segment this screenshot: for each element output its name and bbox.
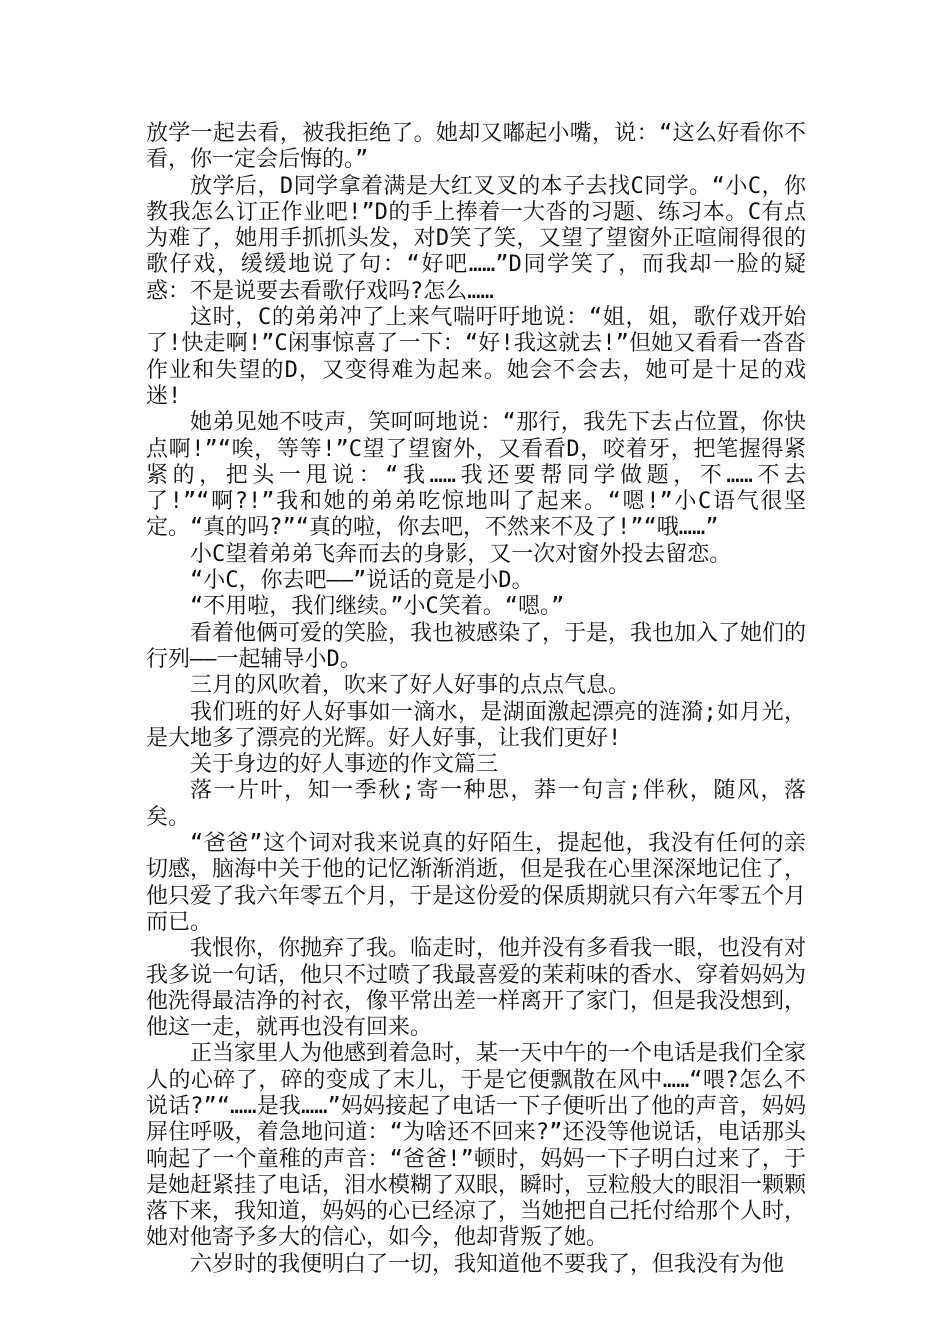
paragraph-1: 放学一起去看，被我拒绝了。她却又嘟起小嘴，说：“这么好看你不看，你一定会后悔的。” [146, 121, 806, 173]
paragraph-9: 三月的风吹着，吹来了好人好事的点点气息。 [190, 673, 631, 699]
paragraph-14: 我恨你，你抛弃了我。临走时，他并没有多看我一眼，也没有对我多说一句话，他只不过喷了我最喜爱的茉莉味的香水、穿着妈妈为他洗得最洁净的衬衣，像平常出差一样离开了家门，但是我没想到，他这一走，就再也没有回来。 [146, 936, 807, 1041]
section-heading: 关于身边的好人事迹的作文篇三 [190, 752, 499, 778]
paragraph-6: “小C，你去吧——”说话的竟是小D。 [190, 568, 534, 594]
paragraph-5: 小C望着弟弟飞奔而去的身影，又一次对窗外投去留恋。 [190, 541, 732, 567]
paragraph-15: 正当家里人为他感到着急时，某一天中午的一个电话是我们全家人的心碎了，碎的变成了末儿，于是它便飘散在风中……“喂?怎么不说话?”“……是我……”妈妈接起了电话一下子便听出了他的声音，妈妈屏住呼吸，着急地问道：“为啥还不回来?”还没等他说话，电话那头响起了一个童稚的声音：“爸爸!”顿时，妈妈一下子明白过来了，于是她赶紧挂了电话，泪水模糊了双眼，瞬时，豆粒般大的眼泪一颗颗落下来，我知道，妈妈的心已经凉了，当她把自己托付给那个人时，她对他寄予多大的信心，如今，他却背叛了她。 [146, 1041, 807, 1251]
paragraph-8: 看着他俩可爱的笑脸，我也被感染了，于是，我也加入了她们的行列——一起辅导小D。 [146, 620, 807, 672]
paragraph-13: “爸爸”这个词对我来说真的好陌生，提起他，我没有任何的亲切感，脑海中关于他的记忆渐渐消逝，但是我在心里深深地记住了，他只爱了我六年零五个月，于是这份爱的保质期就只有六年零五个月而已。 [146, 831, 807, 935]
document-body [146, 121, 806, 1278]
paragraph-16: 六岁时的我便明白了一切，我知道他不要我了，但我没有为他 [190, 1251, 785, 1277]
paragraph-12: 落一片叶，知一季秋;寄一种思，莽一句言;伴秋，随风，落矣。 [146, 778, 806, 830]
paragraph-4: 她弟见她不吱声，笑呵呵地说：“那行，我先下去占位置，你快点啊!”“唉，等等!”C望了望窗外，又看看D，咬着牙，把笔握得紧紧的，把头一甩说：“我……我还要帮同学做题，不……不去了!”“啊?!”我和她的弟弟吃惊地叫了起来。“嗯!”小C语气很坚定。“真的吗?”“真的啦，你去吧，不然来不及了!”“哦……” [146, 410, 806, 541]
paragraph-10: 我们班的好人好事如一滴水，是湖面激起漂亮的涟漪;如月光，是大地多了漂亮的光辉。好人好事，让我们更好! [146, 699, 806, 751]
paragraph-2: 放学后，D同学拿着满是大红叉叉的本子去找C同学。“小C，你教我怎么订正作业吧!”D的手上捧着一大沓的习题、练习本。C有点为难了，她用手抓抓头发，对D笑了笑，又望了望窗外正喧闹得很的歌仔戏，缓缓地说了句：“好吧……”D同学笑了，而我却一脸的疑惑：不是说要去看歌仔戏吗?怎么…… [146, 173, 806, 304]
paragraph-3: 这时，C的弟弟冲了上来气喘吁吁地说：“姐，姐，歌仔戏开始了!快走啊!”C闲事惊喜了一下：“好!我这就去!”但她又看看一沓沓作业和失望的D，又变得难为起来。她会不会去，她可是十足的戏迷! [146, 305, 806, 409]
paragraph-7: “不用啦，我们继续。”小C笑着。“嗯。” [190, 594, 565, 620]
